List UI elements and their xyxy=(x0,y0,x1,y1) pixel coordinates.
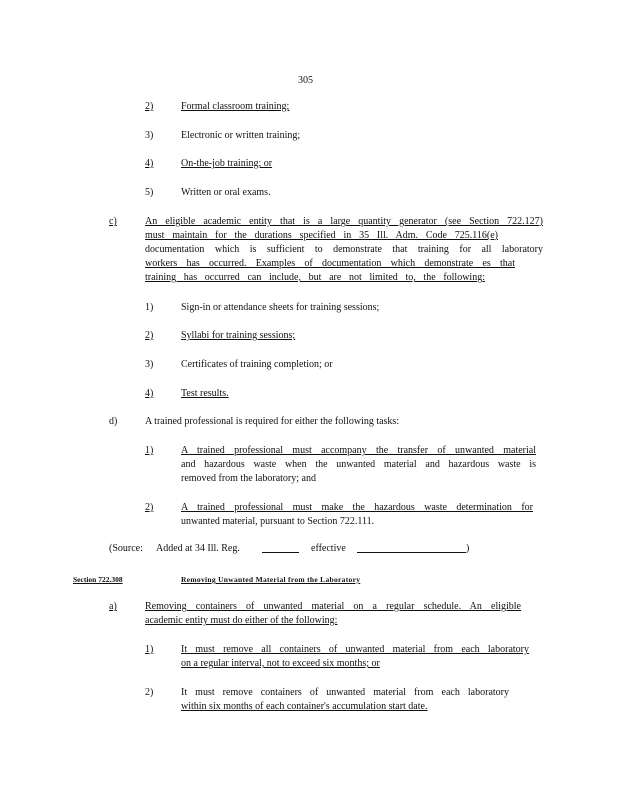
list-number: 3) xyxy=(145,359,154,370)
list-number: 2) xyxy=(145,502,154,513)
paragraph-label: d) xyxy=(109,416,118,427)
list-item-line: removed from the laboratory; and xyxy=(181,473,316,484)
list-item-line: It must remove all containers of unwanted material from each laboratory xyxy=(181,644,529,655)
paragraph-line: documentation which is sufficient to demonstrate that training for all laboratory xyxy=(145,244,543,255)
list-item-text: On-the-job training; or xyxy=(181,158,273,169)
list-item-line: A trained professional must make the hazardous waste determination for xyxy=(181,502,533,513)
list-item-text: Formal classroom training; xyxy=(181,101,290,112)
list-number: 2) xyxy=(145,330,154,341)
list-item-line: unwanted material, pursuant to Section 722.111. xyxy=(181,516,375,527)
list-item-text: Syllabi for training sessions; xyxy=(181,330,296,341)
paragraph-line: Removing containers of unwanted material on a regular schedule. An eligible xyxy=(145,601,521,612)
list-item-text: Sign-in or attendance sheets for training sessions; xyxy=(181,302,380,313)
section-number: Section 722.308 xyxy=(73,575,123,584)
paragraph-label: a) xyxy=(109,601,117,612)
source-effective: effective xyxy=(311,543,346,554)
reg-blank xyxy=(262,552,299,553)
list-item-text: Electronic or written training; xyxy=(181,130,301,141)
list-item-line: within six months of each container's accumulation start date. xyxy=(181,701,428,712)
list-number: 3) xyxy=(145,130,154,141)
list-number: 2) xyxy=(145,101,154,112)
list-item-line: A trained professional must accompany the transfer of unwanted material xyxy=(181,445,536,456)
list-item-text: Written or oral exams. xyxy=(181,187,271,198)
list-number: 1) xyxy=(145,445,154,456)
paragraph-line: must maintain for the durations specified in 35 Ill. Adm. Code 725.116(e) xyxy=(145,230,498,241)
source-text: Added at 34 Ill. Reg. xyxy=(156,543,240,554)
paragraph-line: training has occurred can include, but are not limited to, the following: xyxy=(145,272,485,283)
list-number: 4) xyxy=(145,158,154,169)
list-number: 4) xyxy=(145,388,154,399)
page-number: 305 xyxy=(298,75,313,86)
list-item-line: and hazardous waste when the unwanted material and hazardous waste is xyxy=(181,459,536,470)
list-number: 1) xyxy=(145,302,154,313)
list-number: 2) xyxy=(145,687,154,698)
paragraph-line: An eligible academic entity that is a large quantity generator (see Section 722.127) xyxy=(145,216,543,227)
list-item-text: Certificates of training completion; or xyxy=(181,359,333,370)
paragraph-line: A trained professional is required for either the following tasks: xyxy=(145,416,400,427)
source-prefix: (Source: xyxy=(109,543,143,554)
list-item-text: Test results. xyxy=(181,388,229,399)
paragraph-label: c) xyxy=(109,216,117,227)
source-close: ) xyxy=(466,543,470,554)
list-item-line: It must remove containers of unwanted material from each laboratory xyxy=(181,687,509,698)
section-title: Removing Unwanted Material from the Laboratory xyxy=(181,575,361,584)
list-number: 5) xyxy=(145,187,154,198)
list-item-line: on a regular interval, not to exceed six months; or xyxy=(181,658,380,669)
effective-blank xyxy=(357,552,466,553)
paragraph-line: workers has occurred. Examples of documentation which demonstrate es that xyxy=(145,258,515,269)
paragraph-line: academic entity must do either of the following: xyxy=(145,615,338,626)
list-number: 1) xyxy=(145,644,154,655)
